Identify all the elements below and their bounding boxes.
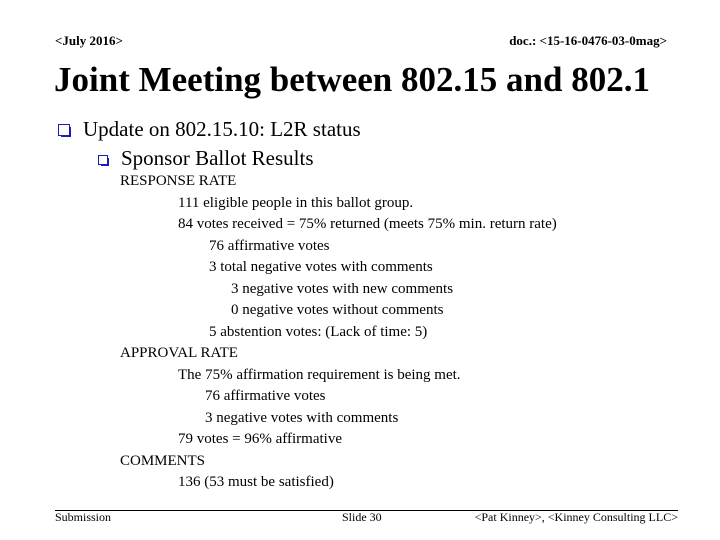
body-line: 111 eligible people in this ballot group. <box>178 195 414 211</box>
bullet-level2 <box>98 146 314 171</box>
body-line: 84 votes received = 75% returned (meets 75% min. return rate) <box>178 216 557 232</box>
footer-submission: Submission <box>55 510 112 524</box>
body-line: 79 votes = 96% affirmative <box>178 431 342 447</box>
body-line: COMMENTS <box>120 453 206 469</box>
body-line: 136 (53 must be satisfied) <box>178 474 334 490</box>
square-bullet-icon <box>58 124 71 137</box>
body-line: 3 total negative votes with comments <box>209 259 433 275</box>
bullet-level2-text: Sponsor Ballot Results <box>121 146 314 170</box>
body-line: 76 affirmative votes <box>209 238 330 254</box>
body-line: 76 affirmative votes <box>205 388 326 404</box>
body-line: 3 negative votes with new comments <box>231 281 454 297</box>
body-line: 0 negative votes without comments <box>231 302 444 318</box>
header-date: <July 2016> <box>55 33 123 48</box>
square-bullet-icon <box>98 155 109 166</box>
body-line: The 75% affirmation requirement is being met. <box>178 367 461 383</box>
body-line: RESPONSE RATE <box>120 173 237 189</box>
bullet-level1-text: Update on 802.15.10: L2R status <box>83 117 361 141</box>
footer-slide-number: Slide 30 <box>342 510 382 524</box>
slide-title: Joint Meeting between 802.15 and 802.1 <box>54 60 650 99</box>
bullet-level1 <box>58 117 361 142</box>
header-doc-id: doc.: <15-16-0476-03-0mag> <box>509 33 667 48</box>
body-line: 3 negative votes with comments <box>205 410 399 426</box>
footer-author: <Pat Kinney>, <Kinney Consulting LLC> <box>474 510 678 524</box>
body-line: APPROVAL RATE <box>120 345 238 361</box>
body-line: 5 abstention votes: (Lack of time: 5) <box>209 324 428 340</box>
